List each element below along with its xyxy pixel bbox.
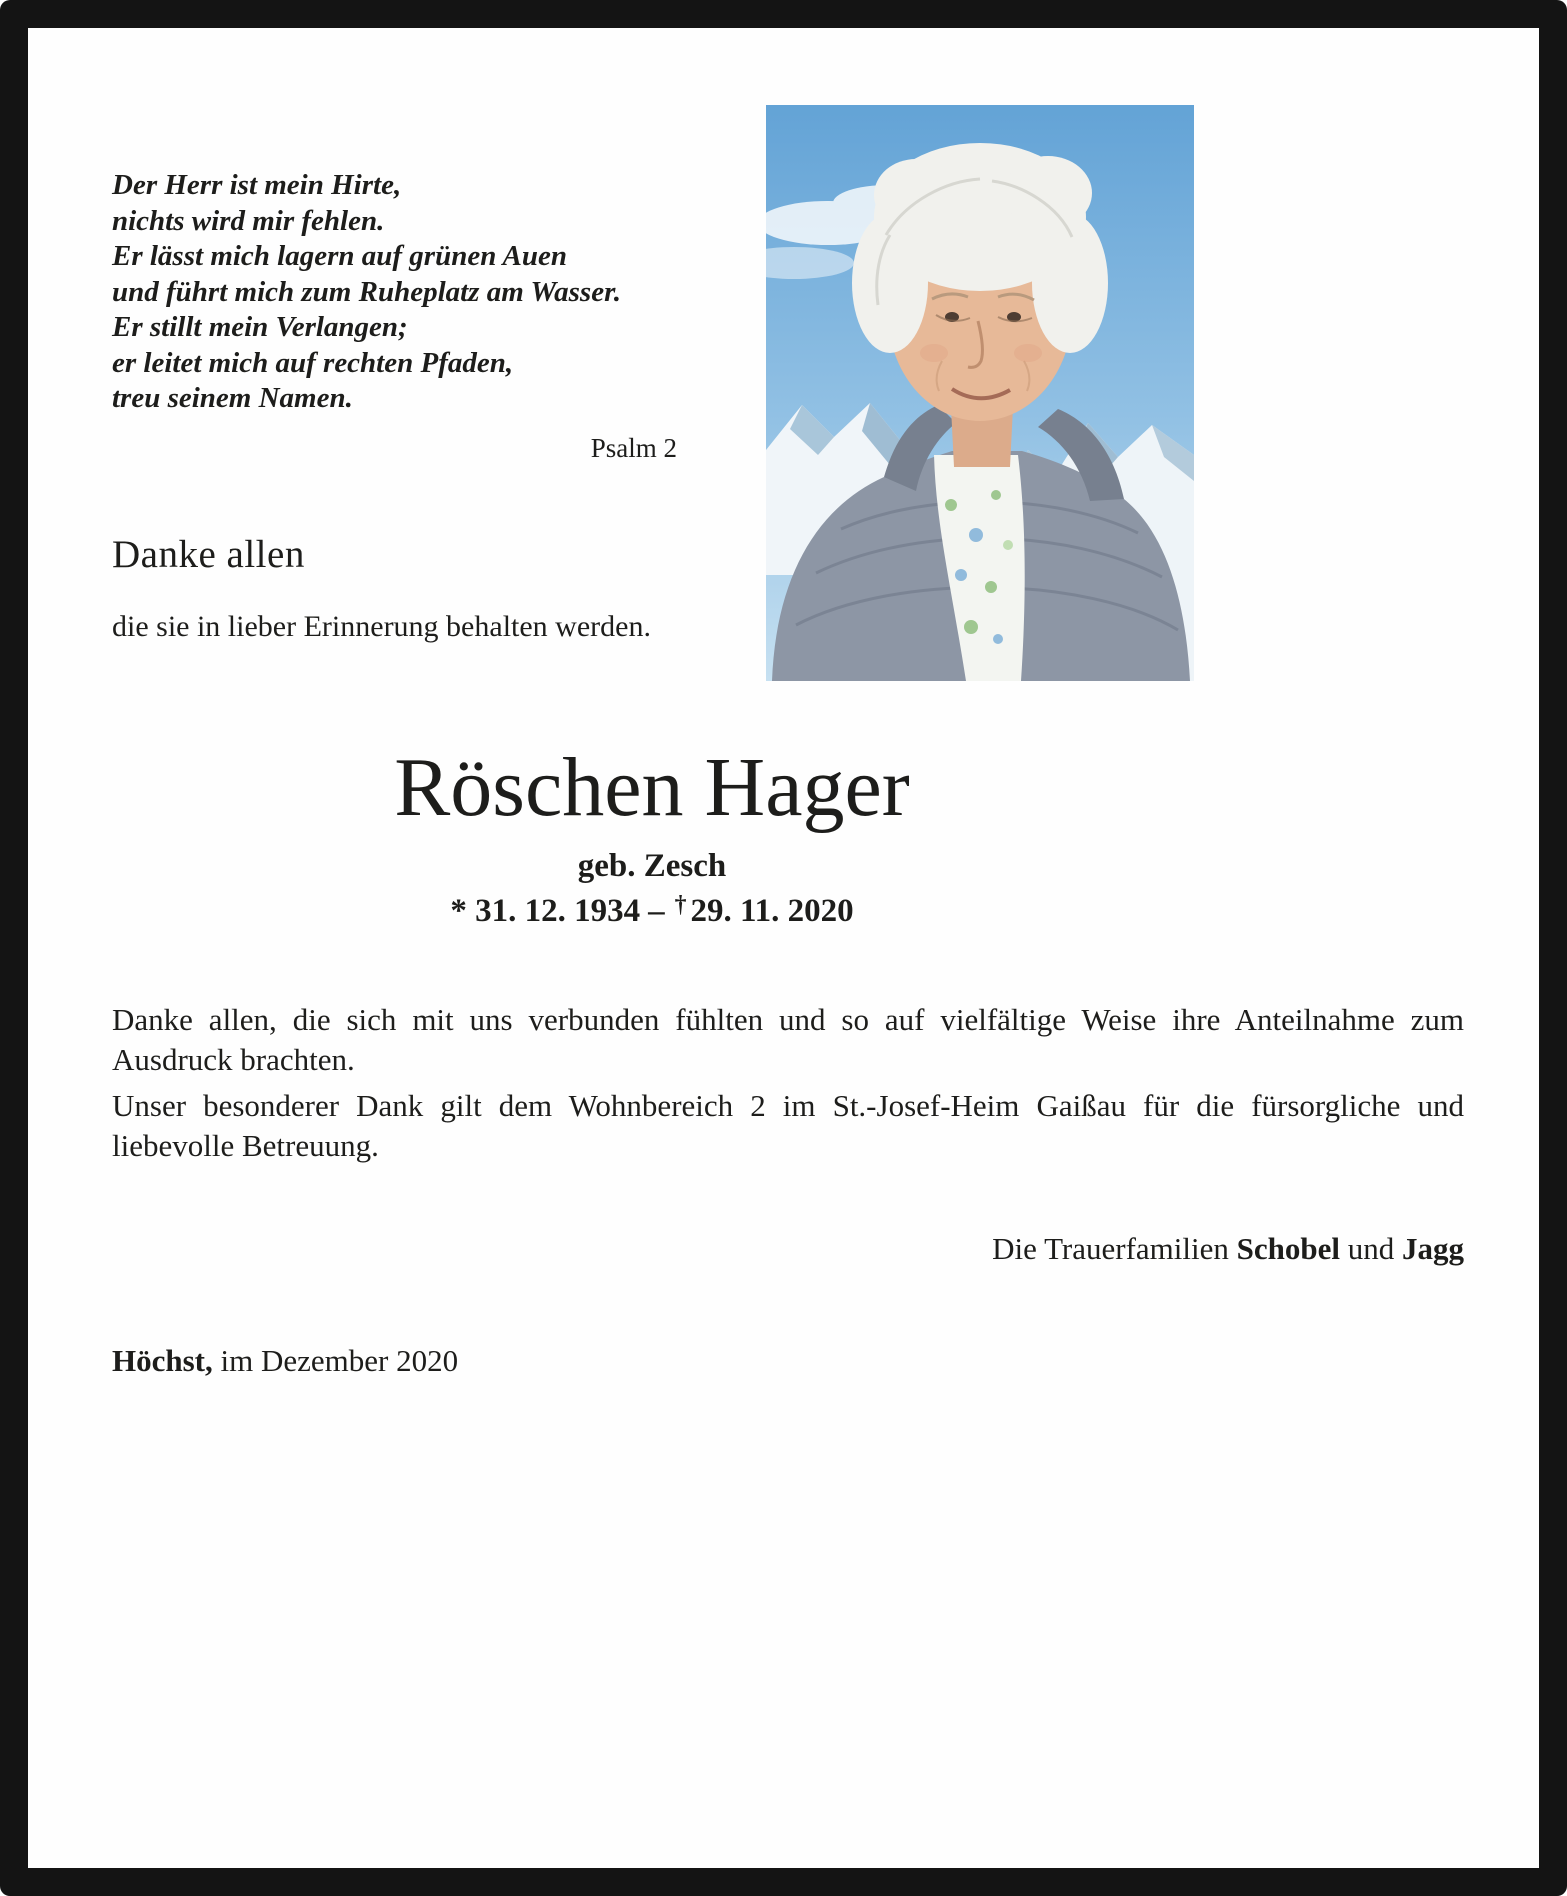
psalm-line: Er lässt mich lagern auf grünen Auen	[112, 240, 567, 272]
obituary-card	[28, 28, 1539, 1868]
place: Höchst,	[112, 1343, 213, 1378]
mourning-families-line	[112, 1231, 1464, 1267]
life-dates	[112, 892, 1192, 930]
thanks-text: die sie in lieber Erinnerung behalten werden.	[112, 610, 651, 643]
name-block	[112, 741, 1192, 930]
psalm-line: Er stillt mein Verlangen;	[112, 311, 408, 343]
maiden-name: geb. Zesch	[577, 848, 727, 885]
psalm-line: er leitet mich auf rechten Pfaden,	[112, 346, 514, 379]
psalm-attribution: Psalm 2	[590, 432, 677, 463]
thanks-heading: Danke allen	[112, 533, 305, 576]
family-prefix: Die Trauerfamilien	[992, 1231, 1229, 1266]
death-date: 29. 11. 2020	[690, 893, 854, 930]
psalm-line: nichts wird mir fehlen.	[112, 204, 385, 237]
death-cross-symbol: †	[674, 892, 687, 919]
condolence-thanks-paragraph: Danke allen, die sich mit uns verbunden fühlten und so auf vielfältige Weise ihre Anteilnahme zum Ausdruck brachten.	[112, 1002, 1464, 1077]
care-home-thanks-paragraph: Unser besonderer Dank gilt dem Wohnbereich 2 im St.-Josef-Heim Gaißau für die fürsorgliche und liebevolle Betreuung.	[112, 1088, 1464, 1163]
place-date-line	[112, 1343, 458, 1379]
psalm-line: treu seinem Namen.	[112, 382, 353, 414]
portrait-photo	[766, 105, 1194, 681]
psalm-quote	[112, 168, 677, 464]
psalm-line: Der Herr ist mein Hirte,	[112, 169, 402, 201]
date: im Dezember 2020	[220, 1343, 459, 1378]
family-conjunction: und	[1347, 1231, 1395, 1266]
date-separator: –	[648, 893, 665, 930]
portrait-illustration	[766, 105, 1194, 681]
family-name-schobel: Schobel	[1236, 1231, 1340, 1266]
deceased-name: Röschen Hager	[394, 741, 910, 834]
family-name-jagg: Jagg	[1402, 1231, 1464, 1266]
birth-date: * 31. 12. 1934	[450, 893, 641, 930]
psalm-line: und führt mich zum Ruheplatz am Wasser.	[112, 275, 622, 308]
